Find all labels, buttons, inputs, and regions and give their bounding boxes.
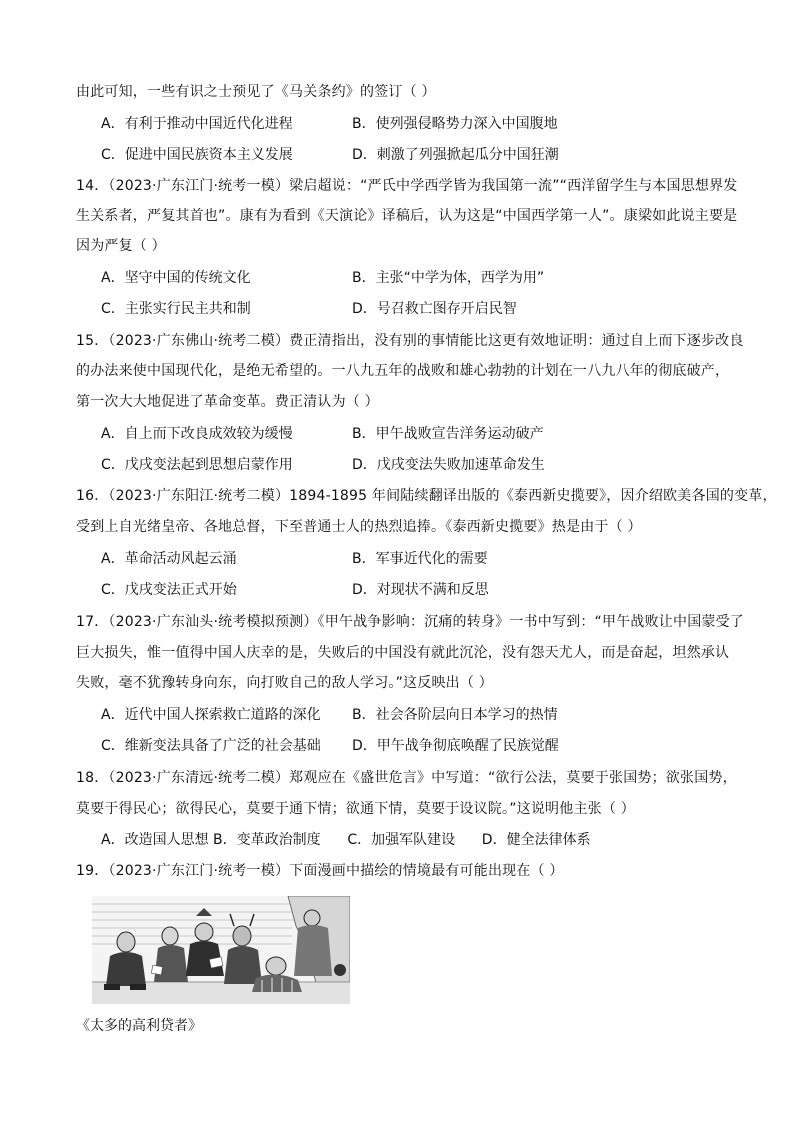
- q17-option-d[interactable]: D．甲午战争彻底唤醒了民族觉醒: [352, 738, 559, 754]
- q17-option-c[interactable]: C．维新变法具备了广泛的社会基础: [101, 738, 321, 754]
- q14-option-c[interactable]: C．主张实行民主共和制: [101, 301, 251, 317]
- q14-stem-line-1: 14．（2023·广东江门·统考一模）梁启超说：“严氏中学西学皆为我国第一流”“西洋留学生与本国思想界发: [76, 178, 738, 194]
- q13-option-d[interactable]: D．刺激了列强掀起瓜分中国狂潮: [352, 147, 559, 163]
- q18-stem-line-1: 18．（2023·广东清远·统考二模）郑观应在《盛世危言》中写道：“欲行公法，莫要于张国势；欲张国势，: [76, 770, 737, 786]
- q18-options[interactable]: A．改造国人思想 B．变革政治制度 C．加强军队建设 D．健全法律体系: [101, 832, 591, 848]
- q16-stem-line-1: 16．（2023·广东阳江·统考二模）1894-1895 年间陆续翻译出版的《泰西新史揽要》，因介绍欧美各国的变革，: [76, 488, 777, 504]
- q14-stem-line-2: 生关系者，严复其首也”。康有为看到《天演论》译稿后，认为这是“中国西学第一人”。康梁如此说主要是: [76, 208, 738, 224]
- q15-option-d[interactable]: D．戊戌变法失败加速革命发生: [352, 457, 545, 473]
- q15-option-b[interactable]: B．甲午战败宣告洋务运动破产: [352, 426, 544, 442]
- q15-stem-line-2: 的办法来使中国现代化，是绝无希望的。一八九五年的战败和雄心勃勃的计划在一八九八年的彻底破产，: [76, 363, 730, 379]
- q14-option-d[interactable]: D．号召救亡图存开启民智: [352, 301, 517, 317]
- q15-option-c[interactable]: C．戊戌变法起到思想启蒙作用: [101, 457, 293, 473]
- q13-stem-tail: 由此可知，一些有识之士预见了《马关条约》的签订（ ）: [76, 84, 436, 100]
- q17-option-a[interactable]: A．近代中国人探索救亡道路的深化: [101, 707, 321, 723]
- q15-stem-line-1: 15．（2023·广东佛山·统考二模）费正清指出，没有别的事情能比这更有效地证明：通过自上而下逐步改良: [76, 333, 744, 349]
- q13-option-a[interactable]: A．有利于推动中国近代化进程: [101, 116, 293, 132]
- q16-option-c[interactable]: C．戊戌变法正式开始: [101, 582, 237, 598]
- q13-option-b[interactable]: B．使列强侵略势力深入中国腹地: [352, 116, 558, 132]
- cartoon-image: [92, 896, 350, 1004]
- q14-option-a[interactable]: A．坚守中国的传统文化: [101, 270, 251, 286]
- q17-option-b[interactable]: B．社会各阶层向日本学习的热情: [352, 707, 558, 723]
- q17-stem-line-3: 失败，毫不犹豫转身向东，向打败自己的敌人学习。”这反映出（ ）: [76, 675, 493, 691]
- q14-option-b[interactable]: B．主张“中学为体，西学为用”: [352, 270, 545, 286]
- q18-stem-line-2: 莫要于得民心；欲得民心，莫要于通下情；欲通下情，莫要于设议院。”这说明他主张（ ）: [76, 801, 635, 817]
- q16-option-a[interactable]: A．革命活动风起云涌: [101, 551, 237, 567]
- q17-stem-line-2: 巨大损失，惟一值得中国人庆幸的是，失败后的中国没有就此沉沦，没有怨天尤人，而是奋起，坦然承认: [76, 645, 730, 661]
- q16-option-d[interactable]: D．对现状不满和反思: [352, 582, 489, 598]
- q14-stem-line-3: 因为严复（ ）: [76, 238, 166, 254]
- cartoon-caption: 《太多的高利贷者》: [76, 1018, 202, 1034]
- q13-option-c[interactable]: C．促进中国民族资本主义发展: [101, 147, 293, 163]
- q16-stem-line-2: 受到上自光绪皇帝、各地总督，下至普通士人的热烈追捧。《泰西新史揽要》热是由于（ ）: [76, 519, 642, 535]
- q17-stem-line-1: 17．（2023·广东汕头·统考模拟预测）《甲午战争影响：沉痛的转身》一书中写到：“甲午战败让中国蒙受了: [76, 614, 744, 630]
- q15-option-a[interactable]: A．自上而下改良成效较为缓慢: [101, 426, 293, 442]
- q19-stem-line-1: 19．（2023·广东江门·统考一模）下面漫画中描绘的情境最有可能出现在（ ）: [76, 863, 564, 879]
- q16-option-b[interactable]: B．军事近代化的需要: [352, 551, 488, 567]
- q15-stem-line-3: 第一次大大地促进了革命变革。费正清认为（ ）: [76, 394, 379, 410]
